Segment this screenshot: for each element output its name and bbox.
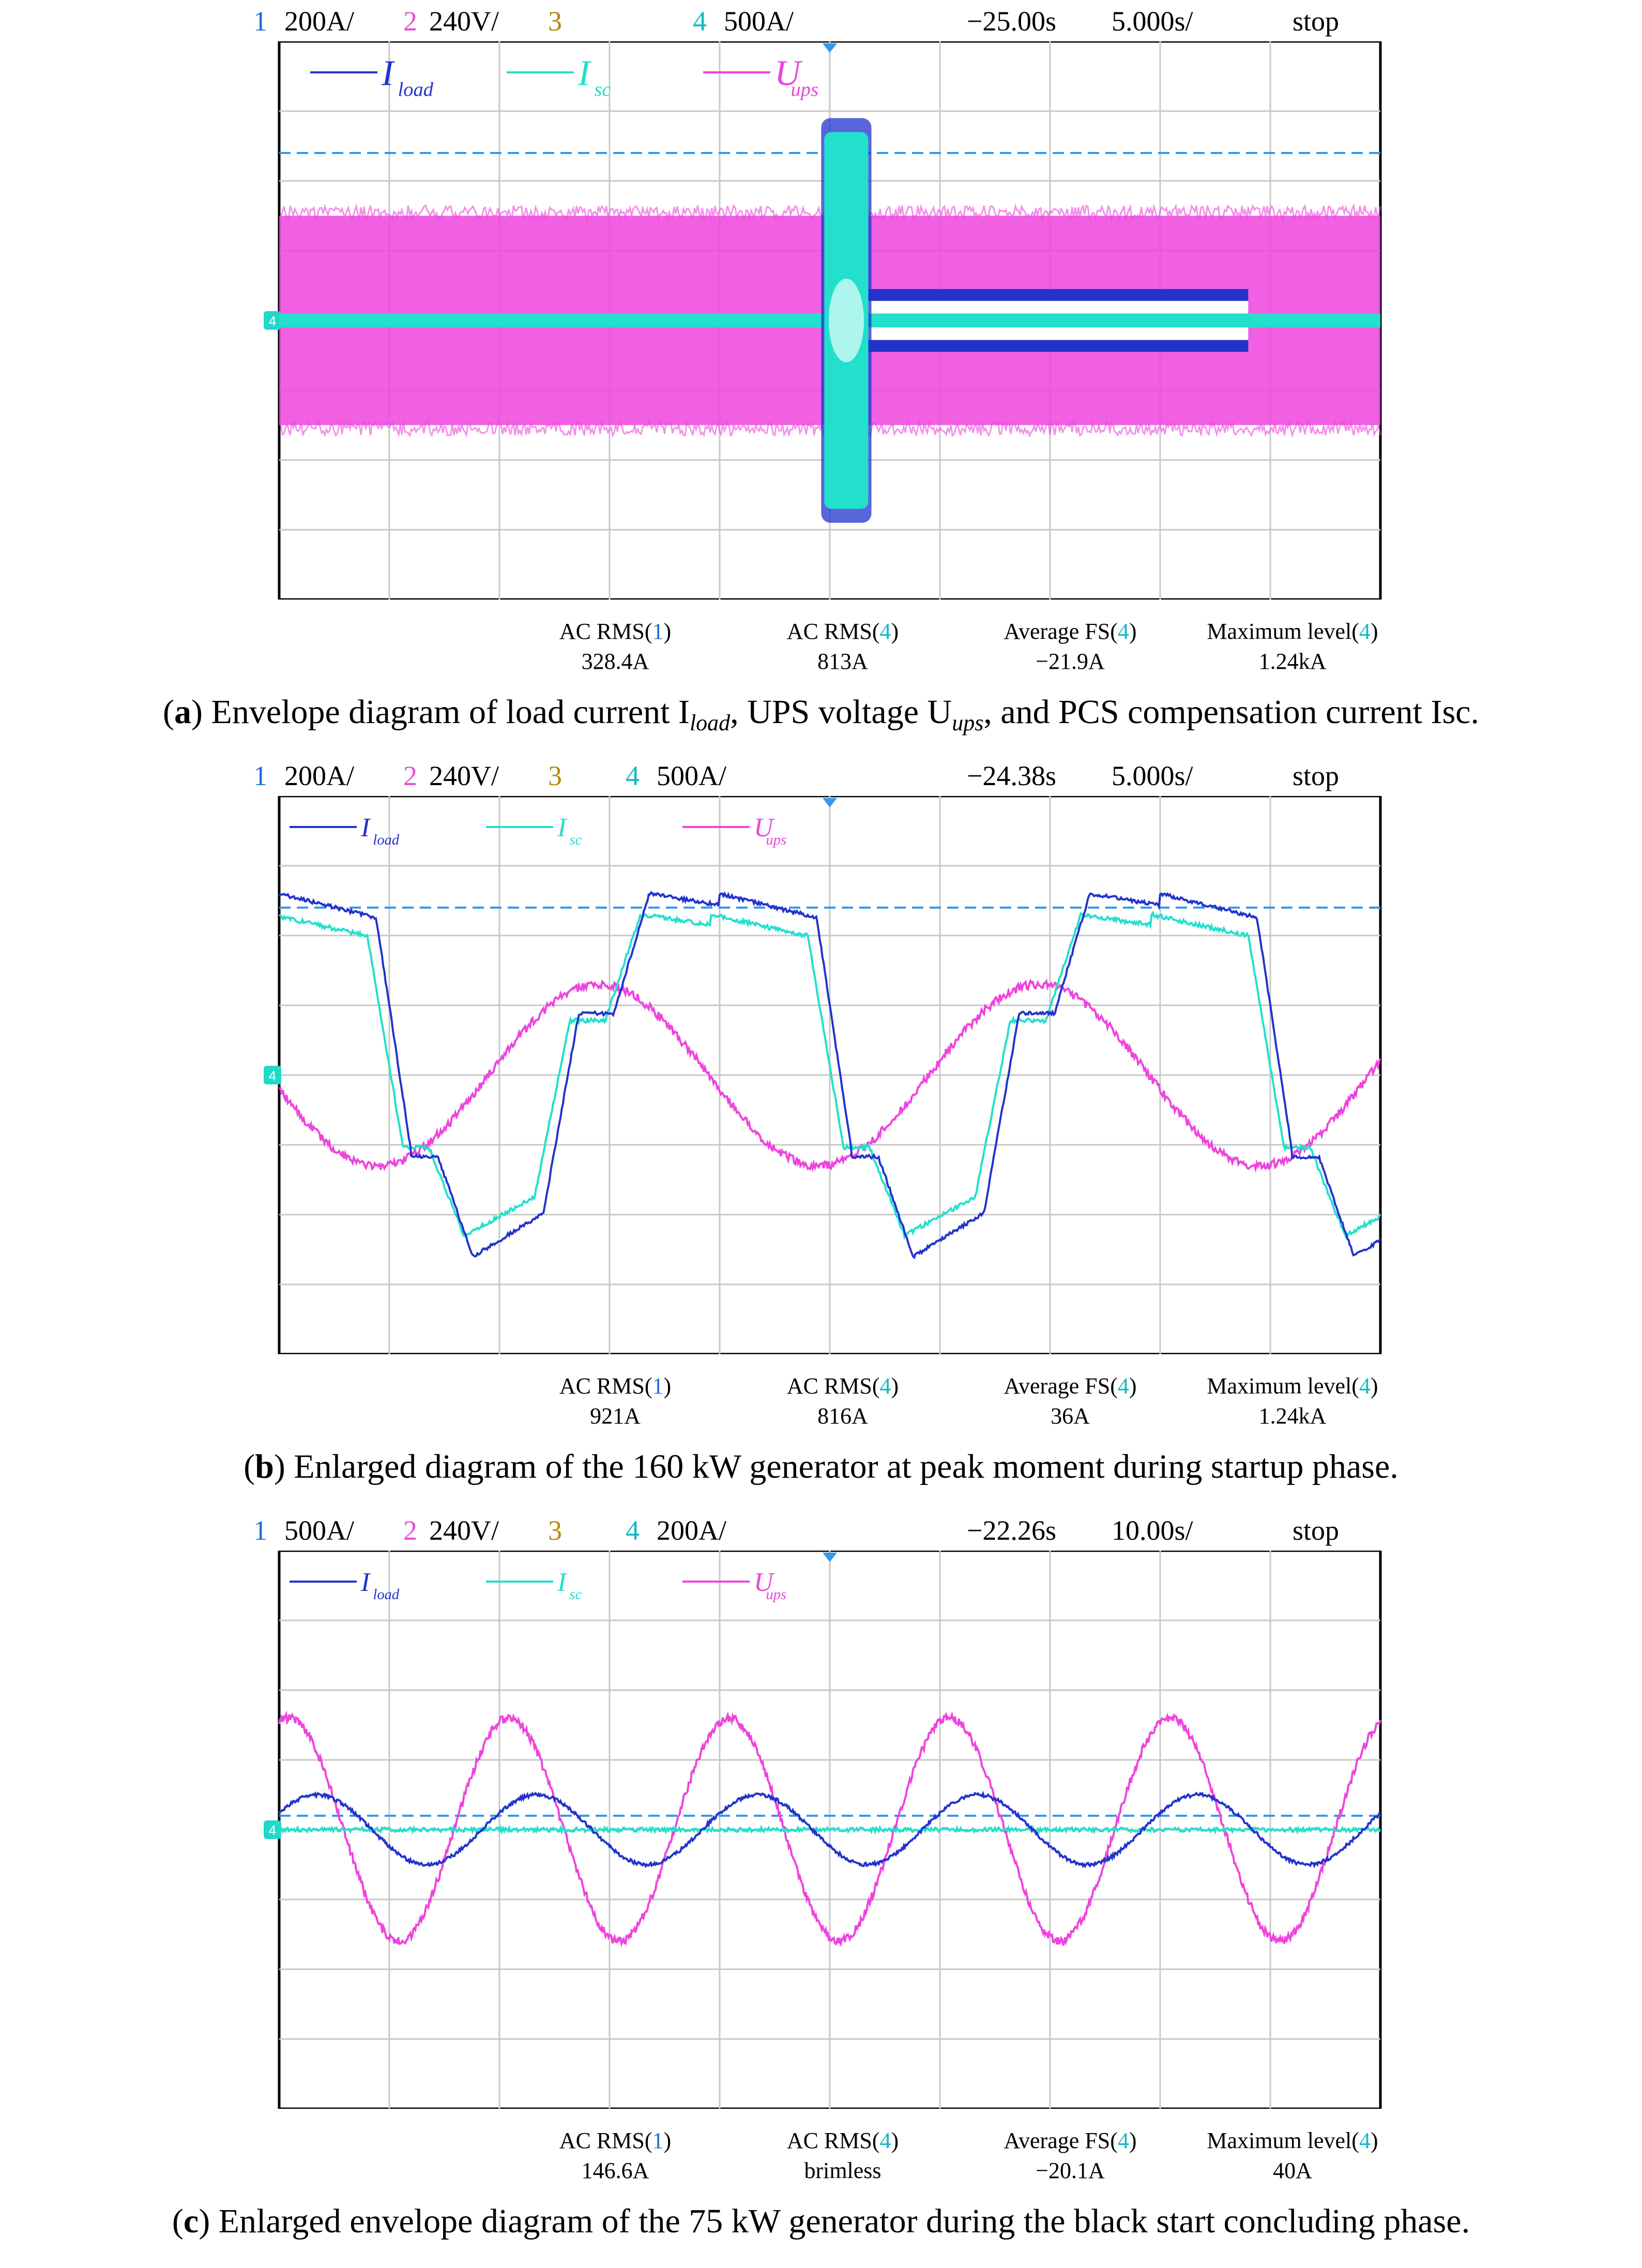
run-status: stop [1293,1515,1340,1546]
time-offset: −24.38s [967,760,1056,791]
scope-plot-c [243,1551,1391,2109]
legend-isc-sub: sc [569,832,582,848]
legend-iload-sub: load [373,1586,400,1603]
meas-4-label: Maximum level(4) [1207,619,1378,644]
ch4-scale: 500A/ [657,760,726,791]
meas-1-value: 921A [590,1403,641,1429]
ch4-number: 4 [626,1515,640,1546]
meas-2-value: 813A [817,649,868,674]
meas-4-label: Maximum level(4) [1207,1373,1378,1399]
timebase: 5.000s/ [1112,760,1193,791]
legend-uups-label: U [754,813,773,843]
ch4-scale: 200A/ [657,1515,726,1546]
legend-uups-label: U [774,53,801,94]
meas-3-label: Average FS(4) [1004,1373,1137,1399]
ch1-scale: 500A/ [284,1515,354,1546]
ch3-number: 3 [548,6,562,37]
meas-2-value: 816A [817,1403,868,1429]
scope-plot-a [243,41,1391,600]
ch1-scale: 200A/ [284,6,354,37]
ch2-scale: 240V/ [429,1515,499,1546]
scope-header [253,755,1411,791]
legend-isc-sub: sc [569,1586,582,1603]
scope-header [253,1509,1411,1545]
meas-1-label: AC RMS(1) [559,619,672,644]
legend-iload-label: I [382,53,394,94]
ch1-number: 1 [253,1515,267,1546]
ch1-number: 1 [253,6,267,37]
meas-2-label: AC RMS(4) [786,1373,899,1399]
panel-c [0,1509,1642,2268]
ch1-number: 1 [253,760,267,791]
timebase: 5.000s/ [1112,6,1193,37]
ch4-scale: 500A/ [724,6,794,37]
caption-c: (c) Enlarged envelope diagram of the 75 kW generator during the black start concluding phase. [172,2202,1470,2240]
meas-2-label: AC RMS(4) [786,2128,899,2153]
ch2-scale: 240V/ [429,760,499,791]
scope-header [253,0,1411,36]
legend-isc-label: I [557,1568,567,1598]
ch4-number: 4 [693,6,707,37]
caption-a: (a) Envelope diagram of load current $I_{load}$, UPS voltage $U_{ups}$, and PCS compensation current Isc. [163,693,1479,736]
ch3-number: 3 [548,1515,562,1546]
measurements [253,2124,1411,2186]
meas-2-label: AC RMS(4) [786,619,899,644]
scope-canvas [243,1551,1391,2109]
measurements [253,1370,1411,1432]
meas-4-value: 1.24kA [1258,649,1327,674]
ch4-number: 4 [626,760,640,791]
ch2-number: 2 [403,1515,417,1546]
measurements [253,615,1411,677]
meas-3-label: Average FS(4) [1004,2128,1137,2153]
caption-b: (b) Enlarged diagram of the 160 kW generator at peak moment during startup phase. [244,1448,1398,1485]
meas-3-value: 36A [1051,1403,1090,1429]
meas-1-value: 146.6A [581,2158,649,2183]
meas-3-value: −20.1A [1036,2158,1105,2183]
legend-uups-sub: ups [790,79,818,101]
run-status: stop [1293,760,1340,791]
meas-2-value: brimless [804,2158,881,2183]
ch2-number: 2 [403,6,417,37]
meas-3-value: −21.9A [1036,649,1105,674]
time-offset: −25.00s [967,6,1056,37]
legend-uups-sub: ups [766,832,787,848]
ch1-scale: 200A/ [284,760,354,791]
meas-3-label: Average FS(4) [1004,619,1137,644]
ch2-scale: 240V/ [429,6,499,37]
meas-4-value: 40A [1273,2158,1312,2183]
scope-canvas [243,796,1391,1354]
run-status: stop [1293,6,1340,37]
legend-iload-label: I [361,1568,370,1598]
ground-marker-label: 4 [268,1068,277,1083]
burst-center [829,279,864,362]
legend-uups-label: U [754,1568,773,1598]
ground-marker-label: 4 [268,313,277,329]
time-offset: −22.26s [967,1515,1056,1546]
legend-iload-sub: load [373,832,400,848]
scope-plot-b [243,796,1391,1354]
legend-isc-label: I [557,813,567,843]
legend-uups-sub: ups [766,1586,787,1603]
timebase: 10.00s/ [1112,1515,1193,1546]
meas-4-value: 1.24kA [1258,1403,1327,1429]
panel-a [0,0,1642,755]
legend-iload-sub: load [398,79,433,101]
ground-marker-label: 4 [268,1822,277,1838]
meas-1-value: 328.4A [581,649,649,674]
ch3-number: 3 [548,760,562,791]
scope-canvas [243,41,1391,600]
legend-isc-sub: sc [594,79,611,101]
meas-1-label: AC RMS(1) [559,2128,672,2153]
meas-1-label: AC RMS(1) [559,1373,672,1399]
legend-isc-label: I [578,53,590,94]
panel-b [0,755,1642,1509]
meas-4-label: Maximum level(4) [1207,2128,1378,2153]
legend-iload-label: I [361,813,370,843]
ch2-number: 2 [403,760,417,791]
